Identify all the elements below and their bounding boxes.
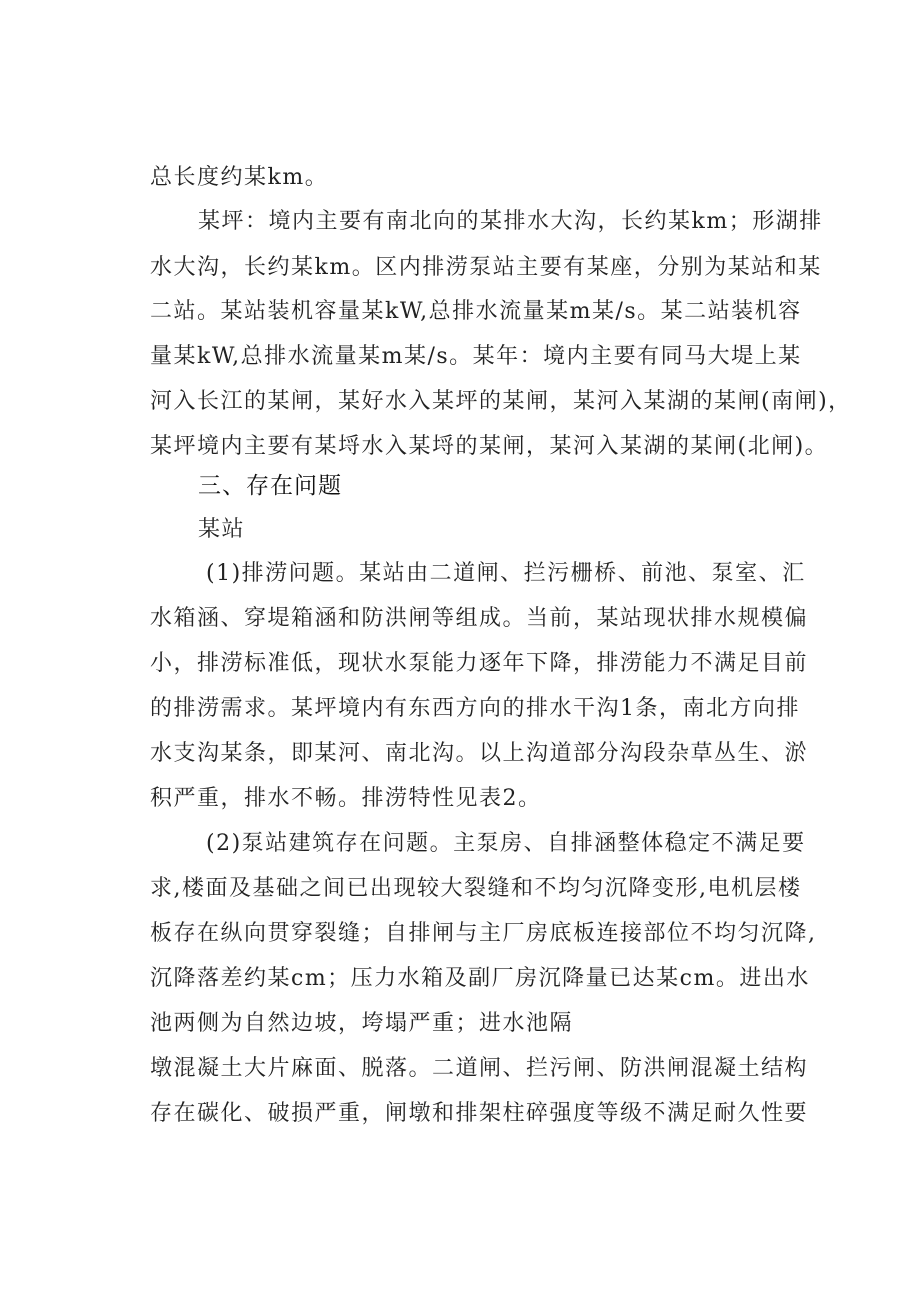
text-line: 求,楼面及基础之间已出现较大裂缝和不均匀沉降变形,电机层楼 [150,876,802,901]
text-line: 二站。某站装机容量某kW,总排水流量某m某/s。某二站装机容 [150,299,802,324]
text-line: (1)排涝问题。某站由二道闸、拦污栅桥、前池、泵室、汇 [206,561,806,586]
section-heading: 三、存在问题 [198,473,342,499]
text-line: 小，排涝标准低，现状水泵能力逐年下降，排涝能力不满足目前 [150,651,809,676]
text-line: 存在碳化、破损严重，闸墩和排架柱碎强度等级不满足耐久性要 [150,1101,809,1126]
subheading: 某站 [198,517,246,542]
text-line: 板存在纵向贯穿裂缝；自排闸与主厂房底板连接部位不均匀沉降, [150,921,817,946]
text-line: 池两侧为自然边坡，垮塌严重；进水池隔 [150,1011,574,1036]
text-line: 河入长江的某闸，某好水入某坪的某闸，某河入某湖的某闸(南闸)， [150,389,852,414]
text-line: 某坪：境内主要有南北向的某排水大沟，长约某km；形湖排 [198,209,823,234]
text-line: 水箱涵、穿堤箱涵和防洪闸等组成。当前，某站现状排水规模偏 [150,606,809,631]
text-line: 的排涝需求。某坪境内有东西方向的排水干沟1条，南北方向排 [150,696,800,721]
text-line: 积严重，排水不畅。排涝特性见表2。 [150,786,542,811]
text-line: 水支沟某条，即某河、南北沟。以上沟道部分沟段杂草丛生、淤 [150,741,809,766]
text-line: 总长度约某km。 [150,165,329,190]
text-line: 水大沟，长约某km。区内排涝泵站主要有某座，分别为某站和某 [150,255,822,280]
text-line: 墩混凝土大片麻面、脱落。二道闸、拦污闸、防洪闸混凝土结构 [150,1056,809,1081]
text-line: 某坪境内主要有某埒水入某埒的某闸，某河入某湖的某闸(北闸)。 [150,434,829,459]
text-line: 沉降落差约某cm；压力水箱及副厂房沉降量已达某cm。进出水 [150,966,810,991]
text-line: 量某kW,总排水流量某m某/s。某年：境内主要有同马大堤上某 [150,344,802,369]
text-line: (2)泵站建筑存在问题。主泵房、自排涵整体稳定不满足要 [206,831,806,856]
